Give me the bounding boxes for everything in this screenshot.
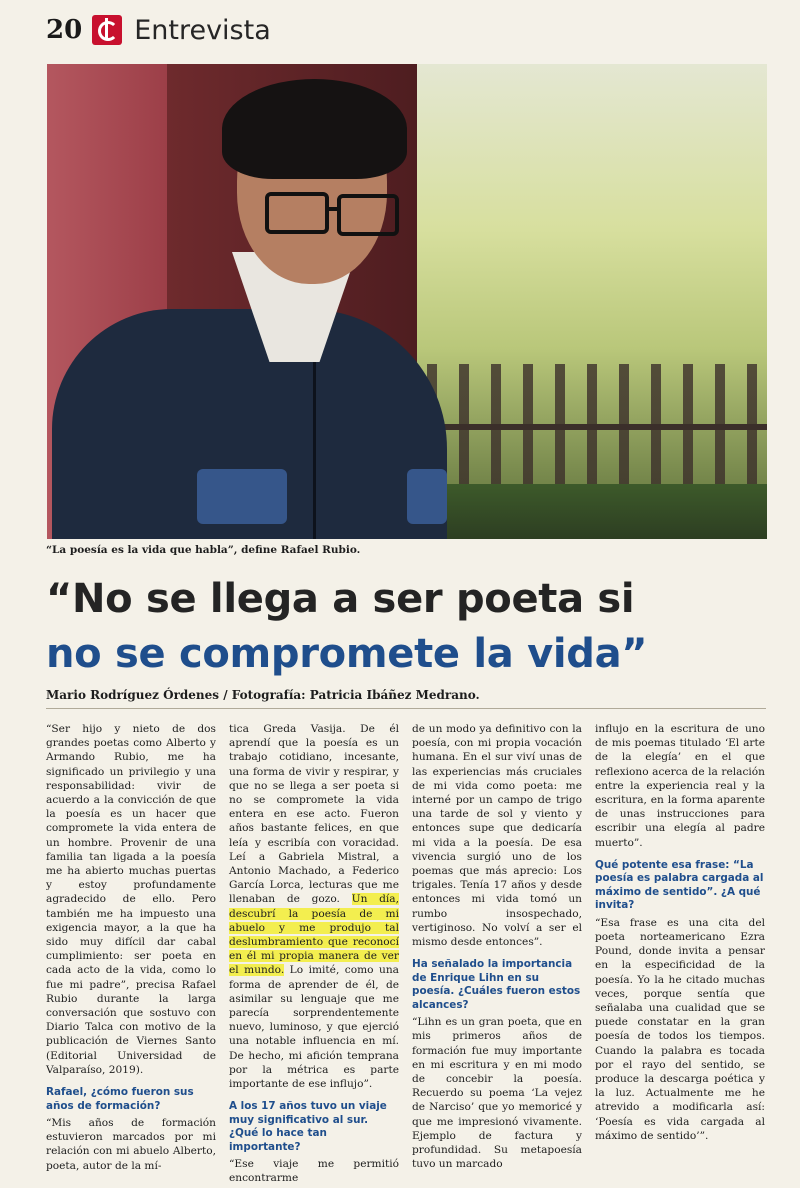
portrait-photo — [47, 64, 767, 539]
paragraph: de un modo ya definitivo con la poesía, con mi propia vocación humana. En el sur viví unas de las experiencias más cruciales de mi vida como poeta: me interné por un campo de trigo una tarde de sol y viento y entonces supe que dedicaría mi vida a la poesía. De esa vivencia surgió uno de los poemas que más aprecio: Los trigales. Tenía 17 años y desde entonces mi vida tomó un rumbo insospechado, vertiginoso. No volví a ser el mismo desde entonces”. — [412, 723, 582, 949]
page-header — [46, 14, 271, 46]
article-column-4 — [595, 722, 765, 1145]
paragraph: influjo en la escritura de uno de mis poemas titulado ‘El arte de la elegía’ en el que reflexiono acerca de la relación entre la experiencia real y la escritura, en la forma aparente de unas instrucciones para escribir una elegía al padre muerto”. — [595, 723, 765, 849]
paragraph: “Ser hijo y nieto de dos grandes poetas como Alberto y Armando Rubio, me ha significado un privilegio y una responsabilidad: vivir de acuerdo a la convicción de que la poesía es un hacer que compromete la vida entera de un hombre. Provenir de una familia tan ligada a la poesía me ha abierto muchas puertas y estoy profundamente agradecido de ello. Pero también me ha impuesto una exigencia mayor, a la que ha sido muy difícil dar cabal cumplimiento: ser poeta en cada acto de la vida, como lo fue mi padre”, precisa Rafael Rubio durante la larga conversación que sostuvo con Diario Talca con motivo de la publicación de Viernes Santo (Editorial Universidad de Valparaíso, 2019). — [46, 723, 216, 1076]
interview-question: Rafael, ¿cómo fueron sus años de formación? — [46, 1086, 194, 1112]
article-column-2 — [229, 722, 399, 1188]
interview-question: Qué potente esa frase: “La poesía es palabra cargada al máximo de sentido”. ¿A qué invita? — [595, 858, 764, 912]
byline: Mario Rodríguez Órdenes / Fotografía: Patricia Ibáñez Medrano. — [46, 688, 480, 702]
highlighted-quote: Un día, descubrí la poesía de mi abuelo y me produjo tal deslumbramiento que reconocí en él mi propia manera de ver el mundo. — [229, 893, 399, 977]
paragraph: “Ese viaje me permitió encontrarme — [229, 1158, 399, 1185]
text-run: tica Greda Vasija. De él aprendí que la poesía es un trabajo cotidiano, incesante, una forma de vivir y respirar, y que no se llega a ser poeta si no se compromete la vida entera en ese acto. Fueron años bastante felices, en que leía y escribía con voracidad. Leí a Gabriela Mistral, a Antonio Machado, a Federico García Lorca, lecturas que me llenaban de gozo. — [229, 723, 399, 906]
article-column-1 — [46, 722, 216, 1175]
paragraph: “Esa frase es una cita del poeta norteamericano Ezra Pound, donde invita a pensar en la especificidad de la poesía. Yo la he citado muchas veces, porque sentía que señalaba una cualidad que se puede constatar en la gran poesía de todos los tiempos. Cuando la palabra es tocada por el rayo del sentido, se produce la descarga poética y la luz. Actualmente me he atrevido a modificarla así: ‘Poesía es vida cargada al máximo de sentido’”. — [595, 916, 765, 1142]
headline-line-1: “No se llega a ser poeta si — [46, 576, 635, 622]
paragraph: “Lihn es un gran poeta, que en mis primeros años de formación fue muy importante en mi escritura y en mi modo de concebir la poesía. Recuerdo su poema ‘La vejez de Narciso’ que yo memoricé y que me impresionó vivamente. Ejemplo de factura y profundidad. Su metapoesía tuvo un marcado — [412, 1016, 582, 1171]
photo-caption: “La poesía es la vida que habla”, define Rafael Rubio. — [46, 544, 361, 556]
interview-question: A los 17 años tuvo un viaje muy significativo al sur. ¿Qué lo hace tan importante? — [229, 1100, 387, 1153]
interview-question: Ha señalado la importancia de Enrique Lihn en su poesía. ¿Cuáles fueron estos alcances? — [412, 958, 581, 1011]
headline — [46, 572, 766, 682]
article-column-3 — [412, 722, 582, 1173]
paragraph: “Mis años de formación estuvieron marcados por mi relación con mi abuelo Alberto, poeta, autor de la mí- — [46, 1117, 216, 1172]
newspaper-logo-icon — [92, 15, 122, 45]
divider — [46, 708, 766, 709]
section-title: Entrevista — [134, 14, 271, 46]
headline-line-2: no se compromete la vida” — [46, 631, 648, 677]
paragraph — [229, 722, 399, 1091]
page-number: 20 — [46, 15, 83, 45]
text-run: Lo imité, como una forma de aprender de él, de asimilar su lenguaje que me parecía sorprendentemente nuevo, luminoso, y que ejerció una notable influencia en mí. De hecho, mi afición temprana por la métrica es parte importante de ese influjo”. — [229, 964, 399, 1091]
